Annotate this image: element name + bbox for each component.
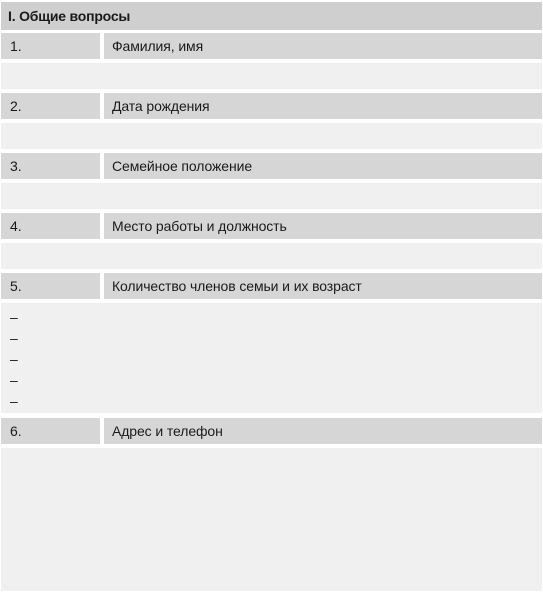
question-number: 2. [1,93,100,119]
question-label: Семейное положение [104,153,542,179]
question-label: Дата рождения [104,93,542,119]
question-number: 4. [1,213,100,239]
answer-field-name[interactable] [1,63,542,89]
question-label: Адрес и телефон [104,418,542,444]
answer-field-workplace[interactable] [1,243,542,269]
question-row-6 [1,418,542,444]
question-label: Место работы и должность [104,213,542,239]
answer-field-marital-status[interactable] [1,183,542,209]
dash-item: – [10,330,18,346]
question-label: Количество членов семьи и их возраст [104,273,542,299]
question-label: Фамилия, имя [104,33,542,59]
answer-field-family-members[interactable] [1,303,542,413]
question-row-1 [1,33,542,59]
dash-item: – [10,309,18,325]
question-row-4 [1,213,542,239]
question-row-2 [1,93,542,119]
question-number: 3. [1,153,100,179]
question-row-3 [1,153,542,179]
answer-field-birthdate[interactable] [1,123,542,149]
question-number: 1. [1,33,100,59]
question-number: 5. [1,273,100,299]
dash-item: – [10,393,18,409]
section-title: I. Общие вопросы [1,2,542,30]
question-row-5 [1,273,542,299]
dash-item: – [10,372,18,388]
answer-field-address-phone[interactable] [1,448,542,591]
dash-item: – [10,351,18,367]
dash-list [1,303,542,412]
question-number: 6. [1,418,100,444]
